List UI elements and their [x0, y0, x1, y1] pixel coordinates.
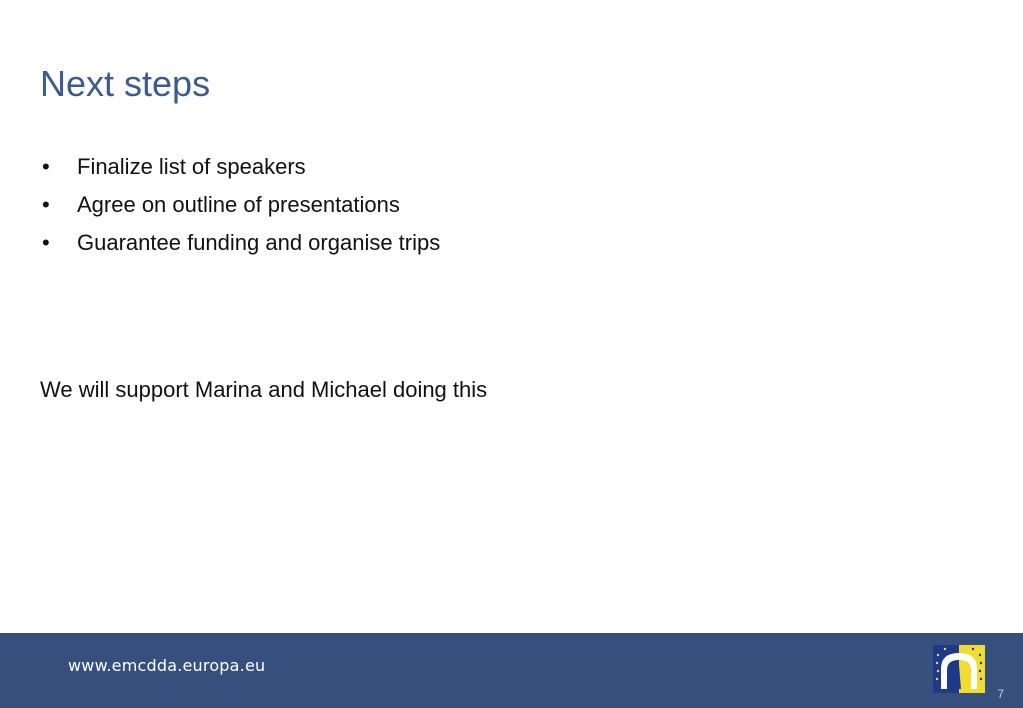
bullet-marker: •: [42, 192, 50, 217]
bullet-marker: •: [42, 230, 50, 255]
bullet-text: Agree on outline of presentations: [77, 192, 400, 217]
bullet-item: [40, 186, 440, 224]
bullet-text: Finalize list of speakers: [77, 154, 306, 179]
footer-bar: [0, 633, 1023, 708]
closing-statement: We will support Marina and Michael doing this: [40, 377, 488, 402]
bullet-item: [40, 148, 440, 186]
emcdda-logo-icon: [933, 645, 985, 693]
bullet-marker: •: [42, 154, 50, 179]
page-number: 7: [997, 687, 1004, 701]
footer-url: www.emcdda.europa.eu: [68, 656, 266, 675]
bullet-text: Guarantee funding and organise trips: [77, 230, 441, 255]
bullet-list: [40, 148, 440, 262]
bullet-item: [40, 224, 440, 262]
slide-title: Next steps: [40, 63, 211, 104]
